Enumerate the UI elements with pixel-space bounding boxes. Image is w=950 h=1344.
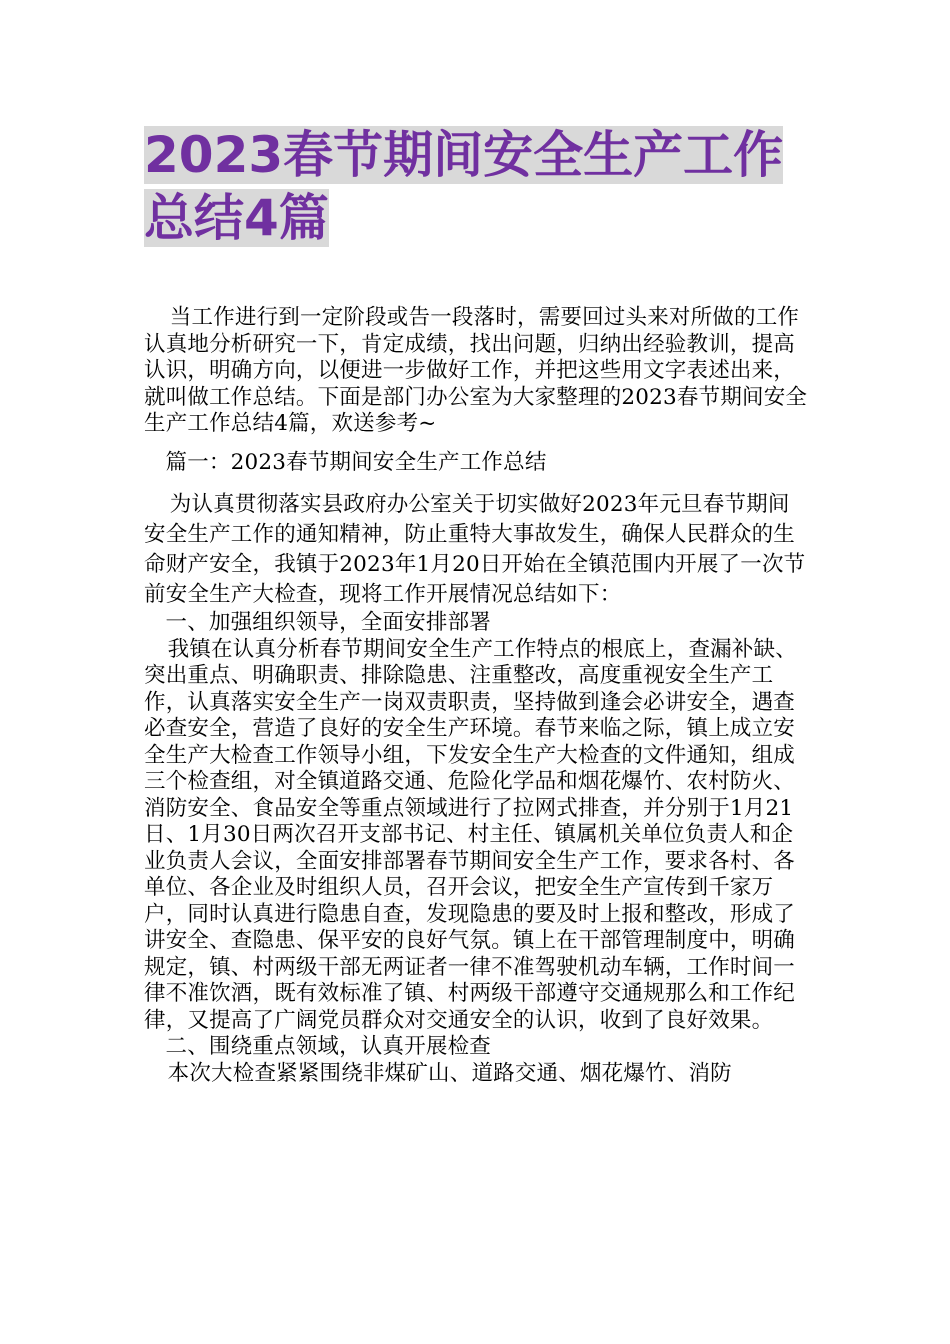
intro-paragraph: 当工作进行到一定阶段或告一段落时，需要回过头来对所做的工作认真地分析研究一下，肯定成绩，找出问题，归纳出经验教训，提高认识，明确方向，以便进一步做好工作，并把这些用文字表述出来，就叫做工作总结。下面是部门办公室为大家整理的2023春节期间安全生产工作总结4篇，欢送参考~ xyxy=(144,305,808,436)
paragraph-3: 本次大检查紧紧围绕非煤矿山、道路交通、烟花爆竹、消防 xyxy=(167,1060,732,1086)
section-title: 篇一：2023春节期间安全生产工作总结 xyxy=(165,449,547,475)
subheading-2: 二、围绕重点领域，认真开展检查 xyxy=(165,1034,492,1059)
subheading-1: 一、加强组织领导，全面安排部署 xyxy=(165,610,492,635)
paragraph-1: 为认真贯彻落实县政府办公室关于切实做好2023年元旦春节期间安全生产工作的通知精神，防止重特大事故发生，确保人民群众的生命财产安全，我镇于2023年1月20日开始在全镇范围内开展了一次节前安全生产大检查，现将工作开展情况总结如下： xyxy=(144,492,806,607)
document-title xyxy=(144,124,808,250)
document-body xyxy=(144,305,808,1087)
paragraph-2: 我镇在认真分析春节期间安全生产工作特点的根底上，查漏补缺、突出重点、明确职责、排除隐患、注重整改，高度重视安全生产工作，认真落实安全生产一岗双责职责，坚持做到逢会必讲安全，遇查必查安全，营造了良好的安全生产环境。春节来临之际，镇上成立安全生产大检查工作领导小组，下发安全生产大检查的文件通知，组成三个检查组，对全镇道路交通、危险化学品和烟花爆竹、农村防火、消防安全、食品安全等重点领域进行了拉网式排查，并分别于1月21日、1月30日两次召开支部书记、村主任、镇属机关单位负责人和企业负责人会议，全面安排部署春节期间安全生产工作，要求各村、各单位、各企业及时组织人员，召开会议，把安全生产宣传到千家万户，同时认真进行隐患自查，发现隐患的要及时上报和整改，形成了讲安全、查隐患、保平安的良好气氛。镇上在干部管理制度中，明确规定，镇、村两级干部无两证者一律不准驾驶机动车辆，工作时间一律不准饮酒，既有效标准了镇、村两级干部遵守交通规那么和工作纪律，又提高了广阔党员群众对交通安全的认识，收到了良好效果。 xyxy=(144,636,797,1033)
title-highlight: 2023春节期间安全生产工作总结4篇 xyxy=(144,126,784,247)
